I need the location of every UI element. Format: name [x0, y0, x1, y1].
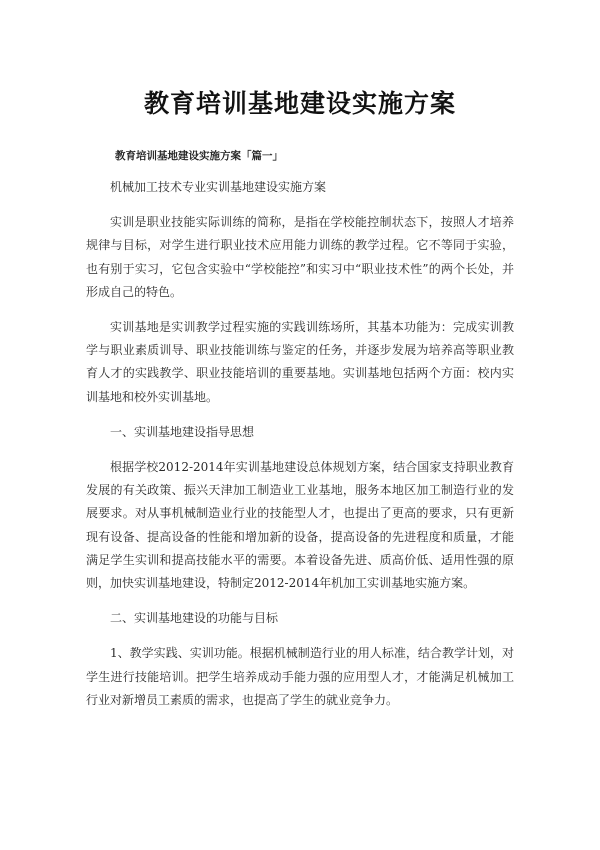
paragraph: 1、教学实践、实训功能。根据机械制造行业的用人标准，结合教学计划，对学生进行技能培训。把学生培养成动手能力强的应用型人才，才能满足机械加工行业对新增员工素质的需求，也提高了学生的就业竞争力。	[86, 646, 514, 707]
section-heading: 二、实训基地建设的功能与目标	[110, 611, 279, 626]
paragraph: 实训基地是实训教学过程实施的实践训练场所，其基本功能为：完成实训教学与职业素质训导、职业技能训练与鉴定的任务，并逐步发展为培养高等职业教育人才的实践教学、职业技能培训的重要基地。实训基地包括两个方面：校内实训基地和校外实训基地。	[86, 320, 514, 404]
paragraph: 根据学校2012-2014年实训基地建设总体规划方案，结合国家支持职业教育发展的有关政策、振兴天津加工制造业工业基地，服务本地区加工制造行业的发展要求。对从事机械制造业行业的技能型人才，也提出了更高的要求，只有更新现有设备、提高设备的性能和增加新的设备，提高设备的先进程度和质量，才能满足学生实训和提高技能水平的需要。本着设备先进、质高价低、适用性强的原则，加快实训基地建设，特制定2012-2014年机加工实训基地实施方案。	[86, 460, 514, 591]
document-subtitle: 教育培训基地建设实施方案「篇一」	[115, 150, 283, 162]
section-heading: 一、实训基地建设指导思想	[110, 424, 255, 439]
document-title: 教育培训基地建设实施方案	[143, 89, 456, 118]
section-title: 机械加工技术专业实训基地建设实施方案	[110, 180, 327, 194]
document-body	[86, 176, 514, 724]
paragraph: 实训是职业技能实际训练的简称，是指在学校能控制状态下，按照人才培养规律与目标，对学生进行职业技术应用能力训练的教学过程。它不等同于实验，也有别于实习，它包含实验中“学校能控”和实习中“职业技术性”的两个长处，并形成自己的特色。	[86, 215, 514, 299]
